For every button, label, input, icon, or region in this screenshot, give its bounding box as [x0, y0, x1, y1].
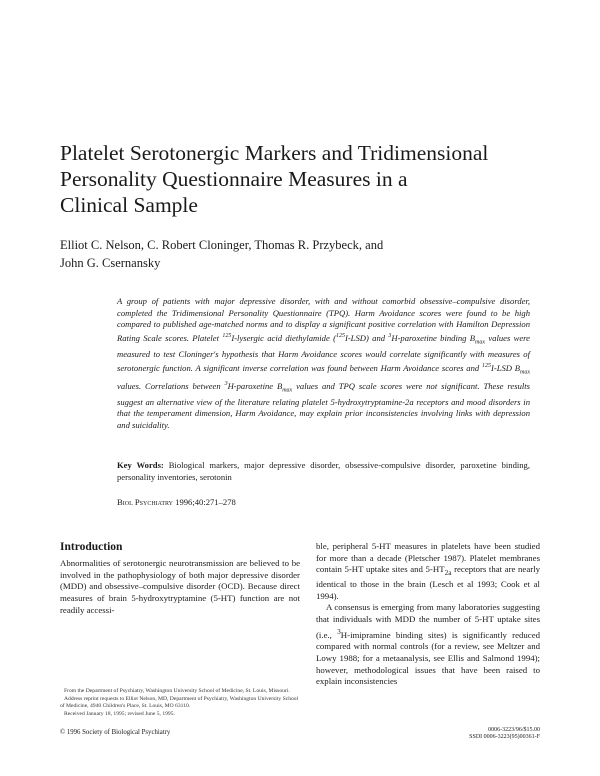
- abstract-text: I-LSD B: [490, 362, 521, 373]
- key-words-text: Biological markers, major depressive disorder, obsessive-compulsive disorder, paroxetine binding, personality inventories, serotonin: [117, 460, 530, 482]
- abstract-text: H-paroxetine B: [227, 380, 283, 391]
- paragraph-text: H-imipramine binding sites) is significantly reduced compared with normal controls (for a review, see Meltzer and Lowy 1988; for a metaanalysis, see Ellis and Salmond 1994); however, methodological issues that have been raised to explain inconsistencies: [316, 629, 540, 687]
- isotope-superscript: 125: [335, 332, 345, 339]
- abstract: [117, 296, 530, 432]
- abstract-text: values and TPQ scale scores were not significant. These results suggest an alternative view of the literature relating platelet 5-hydroxytryptamine-2a receptors and mood disorders in that the temperament dimension, Harm Avoidance, may explain prior inconsistencies involving links with depression and suicidality.: [117, 380, 530, 431]
- footnote-affiliation: From the Department of Psychiatry, Washington University School of Medicine, St. Louis, Missouri.: [64, 688, 290, 694]
- receptor-subscript: 2a: [444, 568, 452, 578]
- author-list: [60, 236, 530, 272]
- paragraph-text: A consensus is emerging from many laboratories suggesting that individuals with MDD the number of 5-HT uptake sites (i.e.,: [316, 602, 540, 640]
- abstract-text: A group of patients with major depressive disorder, with and without comorbid obsessive–compulsive disorder, completed the Tridimensional Personality Questionnaire (TPQ). Harm Avoidance scores were found to be high compared to published age-matched norms and to display a significant positive correlation with Hamilton Depression Rating Scale scores. Platelet: [117, 296, 530, 343]
- title-line-2: Personality Questionnaire Measures in a: [60, 167, 408, 191]
- copyright-notice: © 1996 Society of Biological Psychiatry: [60, 729, 171, 736]
- paragraph-text: ble, peripheral 5-HT measures in platelets have been studied for more than a decade (Pletscher 1987). Platelet membranes contain 5-HT uptake sites and 5-HT: [316, 541, 540, 575]
- abstract-text: I-lysergic acid diethylamide (: [231, 332, 336, 343]
- bmax-subscript: max: [475, 339, 486, 346]
- abstract-text: I-LSD) and: [344, 332, 389, 343]
- citation-ref: 1996;40:271–278: [173, 497, 236, 507]
- body-column-right: [316, 541, 540, 688]
- intro-paragraph: [316, 602, 540, 688]
- authors-line-2: John G. Csernansky: [60, 256, 161, 270]
- abstract-text: values. Correlations between: [117, 380, 225, 391]
- intro-paragraph-continued: [316, 541, 540, 602]
- authors-line-1: Elliot C. Nelson, C. Robert Cloninger, Thomas R. Przybeck, and: [60, 238, 384, 252]
- key-words: [117, 460, 530, 483]
- footnotes: [60, 688, 300, 718]
- article-title: [60, 140, 530, 218]
- journal-citation: [117, 497, 530, 509]
- issn-block: [380, 727, 540, 741]
- isotope-superscript: 3: [224, 380, 228, 387]
- key-words-label: Key Words:: [117, 460, 164, 470]
- isotope-superscript: 3: [388, 332, 392, 339]
- abstract-text: H-paroxetine binding B: [391, 332, 476, 343]
- bmax-subscript: max: [520, 369, 531, 376]
- footnote-received: Received January 18, 1995; revised June 5, 1995.: [64, 710, 175, 717]
- title-line-3: Clinical Sample: [60, 193, 198, 217]
- isotope-superscript: 125: [481, 362, 491, 369]
- journal-name: Biol Psychiatry: [117, 497, 173, 507]
- isotope-superscript: 3: [337, 626, 341, 636]
- paragraph-text: receptors that are nearly identical to those in the brain (Lesch et al 1993; Cook et al 1994).: [316, 564, 540, 601]
- bmax-subscript: max: [282, 387, 293, 394]
- title-line-1: Platelet Serotonergic Markers and Tridimensional: [60, 141, 489, 165]
- isotope-superscript: 125: [222, 332, 232, 339]
- issn-line: 0006-3223/96/$15.00: [488, 727, 540, 733]
- footnote-reprints: Address reprint requests to Elliot Nelson, MD, Department of Psychiatry, Washington University School of Medicine, 4940 Children's Place, St. Louis, MO 63110.: [60, 695, 299, 709]
- section-heading-introduction: Introduction: [60, 541, 123, 553]
- abstract-text: values were measured to test Cloninger's hypothesis that Harm Avoidance scores would correlate significantly with measures of serotonergic function. A significant inverse correlation was found between Harm Avoidance scores and: [117, 332, 530, 373]
- body-column-left: [60, 558, 300, 617]
- intro-paragraph: Abnormalities of serotonergic neurotransmission are believed to be involved in the pathophysiology of both major depressive disorder (MDD) and obsessive–compulsive disorder (OCD). Because direct measures of brain 5-hydroxytryptamine (5-HT) function are not readily accessi-: [60, 558, 300, 615]
- ssdi-line: SSDI 0006-3223(95)00361-F: [469, 734, 540, 741]
